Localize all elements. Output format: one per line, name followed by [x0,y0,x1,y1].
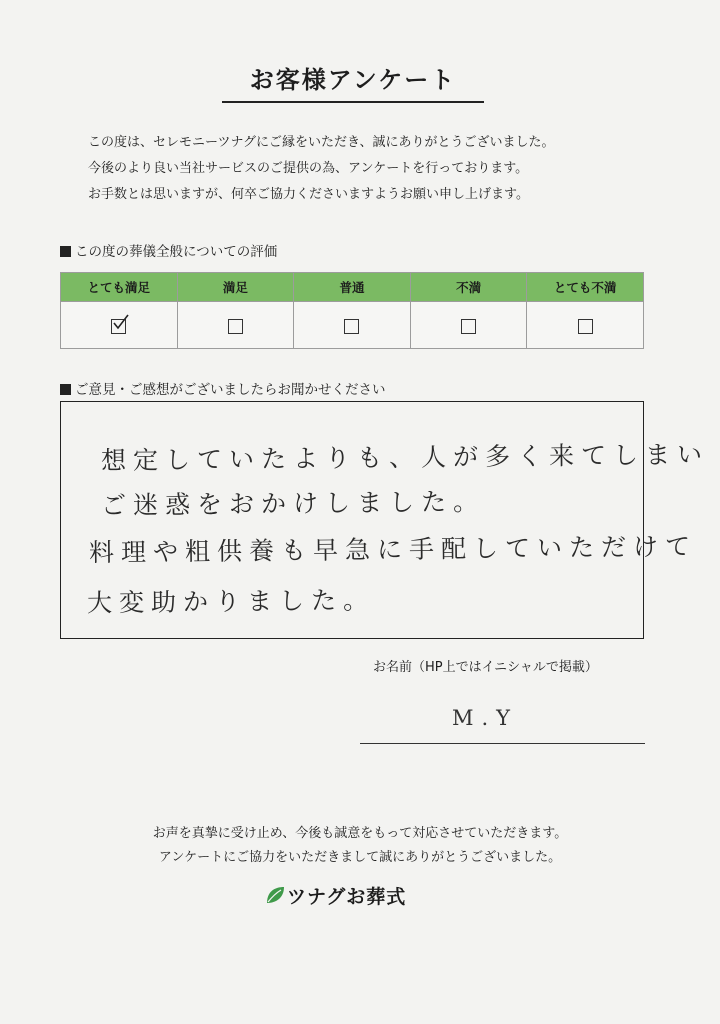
handwritten-comment-line: 料理や粗供養も早急に手配していただけて [88,531,698,568]
intro-line: お手数とは思いますが、何卒ご協力くださいますようお願い申し上げます。 [88,187,529,202]
handwritten-comment-line: 想定していたよりも、人が多く来てしまい [100,439,710,476]
rating-checkbox-neutral[interactable] [344,319,359,334]
comment-box[interactable] [60,401,710,639]
square-bullet-icon [60,246,71,257]
rating-option-label: 不満 [410,273,527,302]
rating-checkbox-satisfied[interactable] [228,319,243,334]
square-bullet-icon [60,384,71,395]
rating-option-label: とても不満 [527,273,644,302]
handwritten-comment-line: ご迷惑をおかけしました。 [100,486,486,521]
rating-option-label: とても満足 [61,273,178,302]
rating-header-row [61,273,644,302]
name-field-label: お名前（HP上ではイニシャルで掲載） [373,660,598,675]
page-title: お客様アンケート [222,60,484,103]
rating-option-label: 普通 [294,273,411,302]
intro-line: 今後のより良い当社サービスのご提供の為、アンケートを行っております。 [88,161,529,176]
comment-section-heading [60,378,386,398]
closing-line: アンケートにご協力をいただきまして誠にありがとうございました。 [158,850,562,865]
rating-checkbox-dissatisfied[interactable] [461,319,476,334]
name-field-line[interactable] [360,743,645,744]
comment-heading-text: ご意見・ご感想がございましたらお聞かせください [75,382,386,398]
company-logo [265,881,406,909]
rating-checkbox-row [61,302,644,349]
intro-text [88,130,554,208]
leaf-icon [265,885,285,905]
checkmark-icon [111,312,131,332]
logo-text: ツナグお葬式 [287,885,407,908]
rating-checkbox-very-dissatisfied[interactable] [578,319,593,334]
rating-section-heading [60,240,277,260]
closing-text [0,822,720,870]
rating-table [60,272,644,349]
rating-option-label: 満足 [177,273,294,302]
handwritten-comment-line: 大変助かりました。 [86,585,376,618]
handwritten-signature: M.Y [452,706,519,730]
rating-checkbox-very-satisfied[interactable] [111,319,126,334]
rating-heading-text: この度の葬儀全般についての評価 [75,244,278,260]
intro-line: この度は、セレモニーツナグにご縁をいただき、誠にありがとうございました。 [88,135,555,150]
closing-line: お声を真摯に受け止め、今後も誠意をもって対応させていただきます。 [152,826,568,841]
